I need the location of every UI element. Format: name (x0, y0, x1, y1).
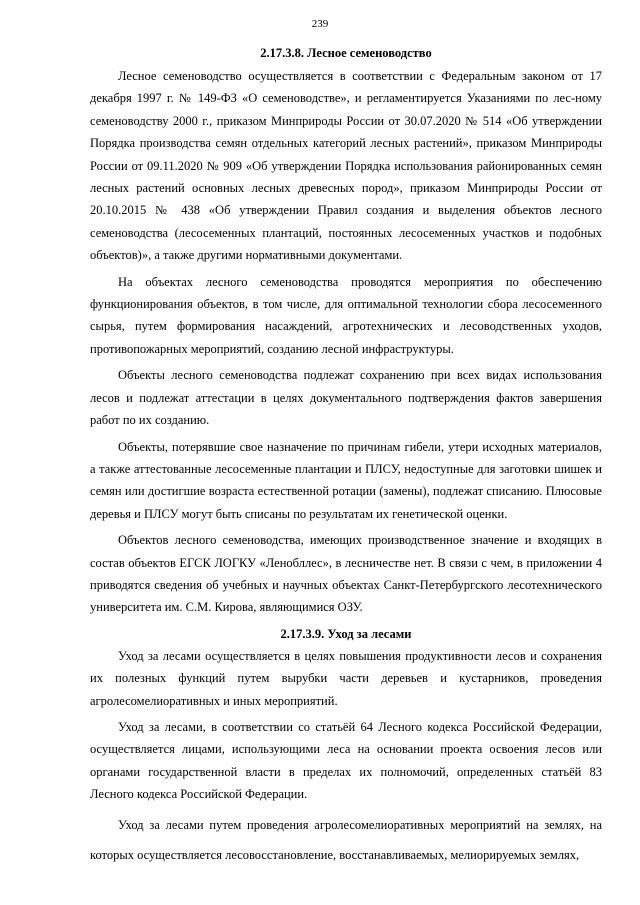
paragraph: На объектах лесного семеноводства проводятся мероприятия по обеспечению функционирования объектов, в том числе, для оптимальной технологии сбора лесосеменного сырья, путем формирования насаждений, агротехнических и лесоводственных уходов, противопожарных мероприятий, созданию лесной инфраструктуры. (90, 274, 602, 356)
paragraph: Объектов лесного семеноводства, имеющих производственное значение и входящих в состав объектов ЕГСК ЛОГКУ «Ленобллес», в лесничестве нет. В связи с чем, в приложении 4 приводятся сведения об учебных и научных объектах Санкт-Петербургского лесотехнического университета им. С.М. Кирова, являющимися ОЗУ. (90, 533, 602, 615)
section-forest-care (90, 623, 602, 870)
paragraph: Уход за лесами, в соответствии со статьёй 64 Лесного кодекса Российской Федерации, осуществляется лицами, использующими леса на основании проекта освоения лесов или органами государственной власти в пределах их полномочий, определенных статьёй 83 Лесного кодекса Российской Федерации. (90, 719, 602, 802)
paragraph: Уход за лесами путем проведения агролесомелиоративных мероприятий на землях, на которых осуществляется лесовосстановление, восстанавливаемых, мелиорируемых землях, (90, 817, 602, 862)
section-heading: 2.17.3.9. Уход за лесами (280, 626, 412, 641)
paragraph: Лесное семеноводство осуществляется в соответствии с Федеральным законом от 17 декабря 1997 г. № 149-ФЗ «О семеноводстве», и регламентируется Указаниями по лес-ному семеноводству 2000 г., приказом Минприроды России от 30.07.2020 № 514 «Об утверждении Порядка производства семян отдельных категорий лесных растений», приказом Минприроды России от 09.11.2020 № 909 «Об утверждении Порядка использования районированных семян лесных растений основных лесных древесных пород», приказом Минприроды России от 20.10.2015 № 438 «Об утверждении Правил создания и выделения объектов лесного семеноводства (лесосеменных плантаций, постоянных лесосеменных участков и подобных объектов)», а также другими нормативными документами. (90, 69, 602, 263)
paragraph: Объекты лесного семеноводства подлежат сохранению при всех видах использования лесов и подлежат аттестации в целях документального подтверждения фактов завершения работ по их созданию. (90, 368, 602, 428)
section-heading: 2.17.3.8. Лесное семеноводство (260, 46, 432, 60)
paragraph: Уход за лесами осуществляется в целях повышения продуктивности лесов и сохранения их полезных функций путем вырубки части деревьев и кустарников, проведения агролесомелиоративных и иных мероприятий. (90, 648, 602, 708)
section-forest-seed-production (90, 42, 602, 619)
page-number: 239 (311, 18, 329, 30)
paragraph: Объекты, потерявшие свое назначение по причинам гибели, утери исходных материалов, а также аттестованные лесосеменные плантации и ПЛСУ, недоступные для заготовки шишек и семян или достигшие возраста естественной ротации (замены), подлежат списанию. Плюсовые деревья и ПЛСУ могут быть списаны по результатам их генетической оценки. (90, 439, 602, 521)
document-body (90, 42, 602, 874)
